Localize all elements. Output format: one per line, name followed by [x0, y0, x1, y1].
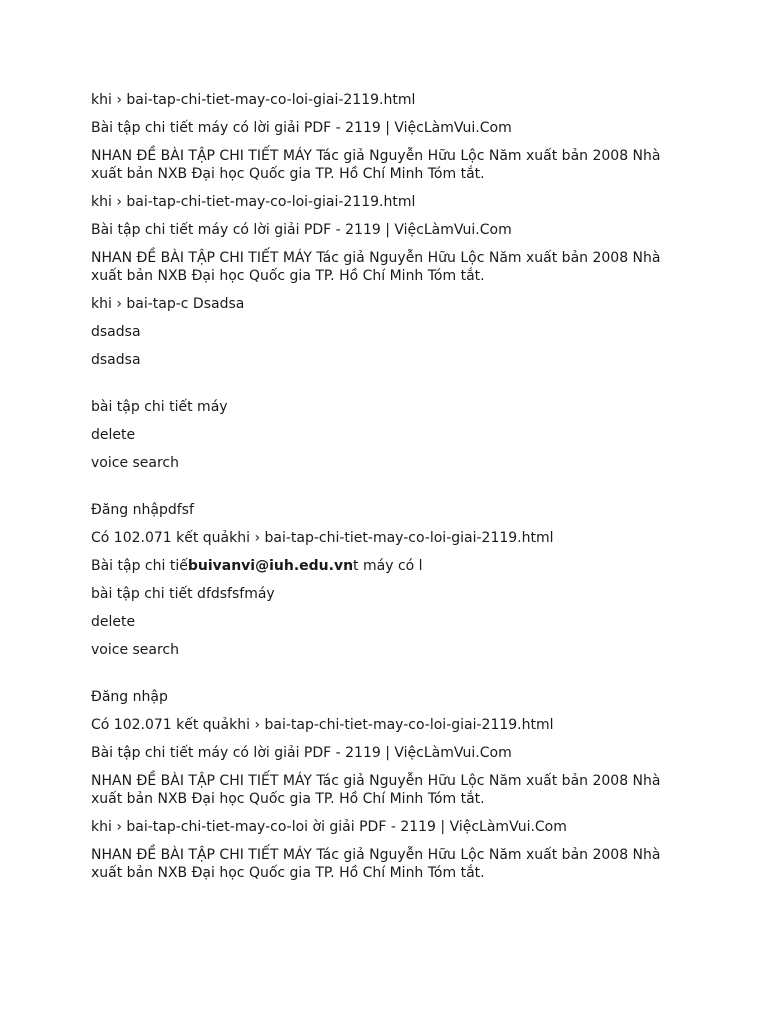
url-line: khi › bai-tap-c Dsadsa	[91, 296, 245, 312]
document-page	[91, 91, 671, 892]
delete-text: delete	[91, 427, 136, 443]
login-text: Đăng nhậpdfsf	[91, 502, 194, 518]
search-query-text: bài tập chi tiết máy	[91, 399, 228, 415]
result-snippet: NHAN ĐỀ BÀI TẬP CHI TIẾT MÁY Tác giả Nguyễn Hữu Lộc Năm xuất bản 2008 Nhà xuất bản NXB Đại học Quốc gia TP. Hồ Chí Minh Tóm tắt.	[91, 847, 661, 881]
result-title: Bài tập chi tiết máy có lời giải PDF - 2119 | ViệcLàmVui.Com	[91, 222, 512, 238]
result-snippet: NHAN ĐỀ BÀI TẬP CHI TIẾT MÁY Tác giả Nguyễn Hữu Lộc Năm xuất bản 2008 Nhà xuất bản NXB Đại học Quốc gia TP. Hồ Chí Minh Tóm tắt.	[91, 773, 661, 807]
spacer	[91, 669, 671, 688]
email-text: buivanvi@iuh.edu.vn	[187, 558, 354, 574]
text-fragment: t máy có l	[353, 558, 423, 574]
result-title: Bài tập chi tiết máy có lời giải PDF - 2119 | ViệcLàmVui.Com	[91, 745, 512, 761]
result-title: Bài tập chi tiết máy có lời giải PDF - 2119 | ViệcLàmVui.Com	[91, 120, 512, 136]
voice-search-text: voice search	[91, 642, 180, 658]
result-snippet: NHAN ĐỀ BÀI TẬP CHI TIẾT MÁY Tác giả Nguyễn Hữu Lộc Năm xuất bản 2008 Nhà xuất bản NXB Đại học Quốc gia TP. Hồ Chí Minh Tóm tắt.	[91, 250, 661, 284]
result-snippet: NHAN ĐỀ BÀI TẬP CHI TIẾT MÁY Tác giả Nguyễn Hữu Lộc Năm xuất bản 2008 Nhà xuất bản NXB Đại học Quốc gia TP. Hồ Chí Minh Tóm tắt.	[91, 148, 661, 182]
result-count-line: Có 102.071 kết quảkhi › bai-tap-chi-tiet-may-co-loi-giai-2119.html	[91, 717, 554, 733]
spacer	[91, 379, 671, 398]
search-query-text: bài tập chi tiết dfdsfsfmáy	[91, 586, 275, 602]
voice-search-text: voice search	[91, 455, 180, 471]
url-line: khi › bai-tap-chi-tiet-may-co-loi-giai-2119.html	[91, 194, 416, 210]
mixed-line	[91, 557, 671, 575]
text-line: dsadsa	[91, 324, 141, 340]
url-line: khi › bai-tap-chi-tiet-may-co-loi ời giải PDF - 2119 | ViệcLàmVui.Com	[91, 819, 567, 835]
text-line: dsadsa	[91, 352, 141, 368]
spacer	[91, 482, 671, 501]
result-count-line: Có 102.071 kết quảkhi › bai-tap-chi-tiet-may-co-loi-giai-2119.html	[91, 530, 554, 546]
login-text: Đăng nhập	[91, 689, 168, 705]
url-line: khi › bai-tap-chi-tiet-may-co-loi-giai-2119.html	[91, 92, 416, 108]
text-fragment: Bài tập chi tiế	[91, 558, 188, 574]
delete-text: delete	[91, 614, 136, 630]
